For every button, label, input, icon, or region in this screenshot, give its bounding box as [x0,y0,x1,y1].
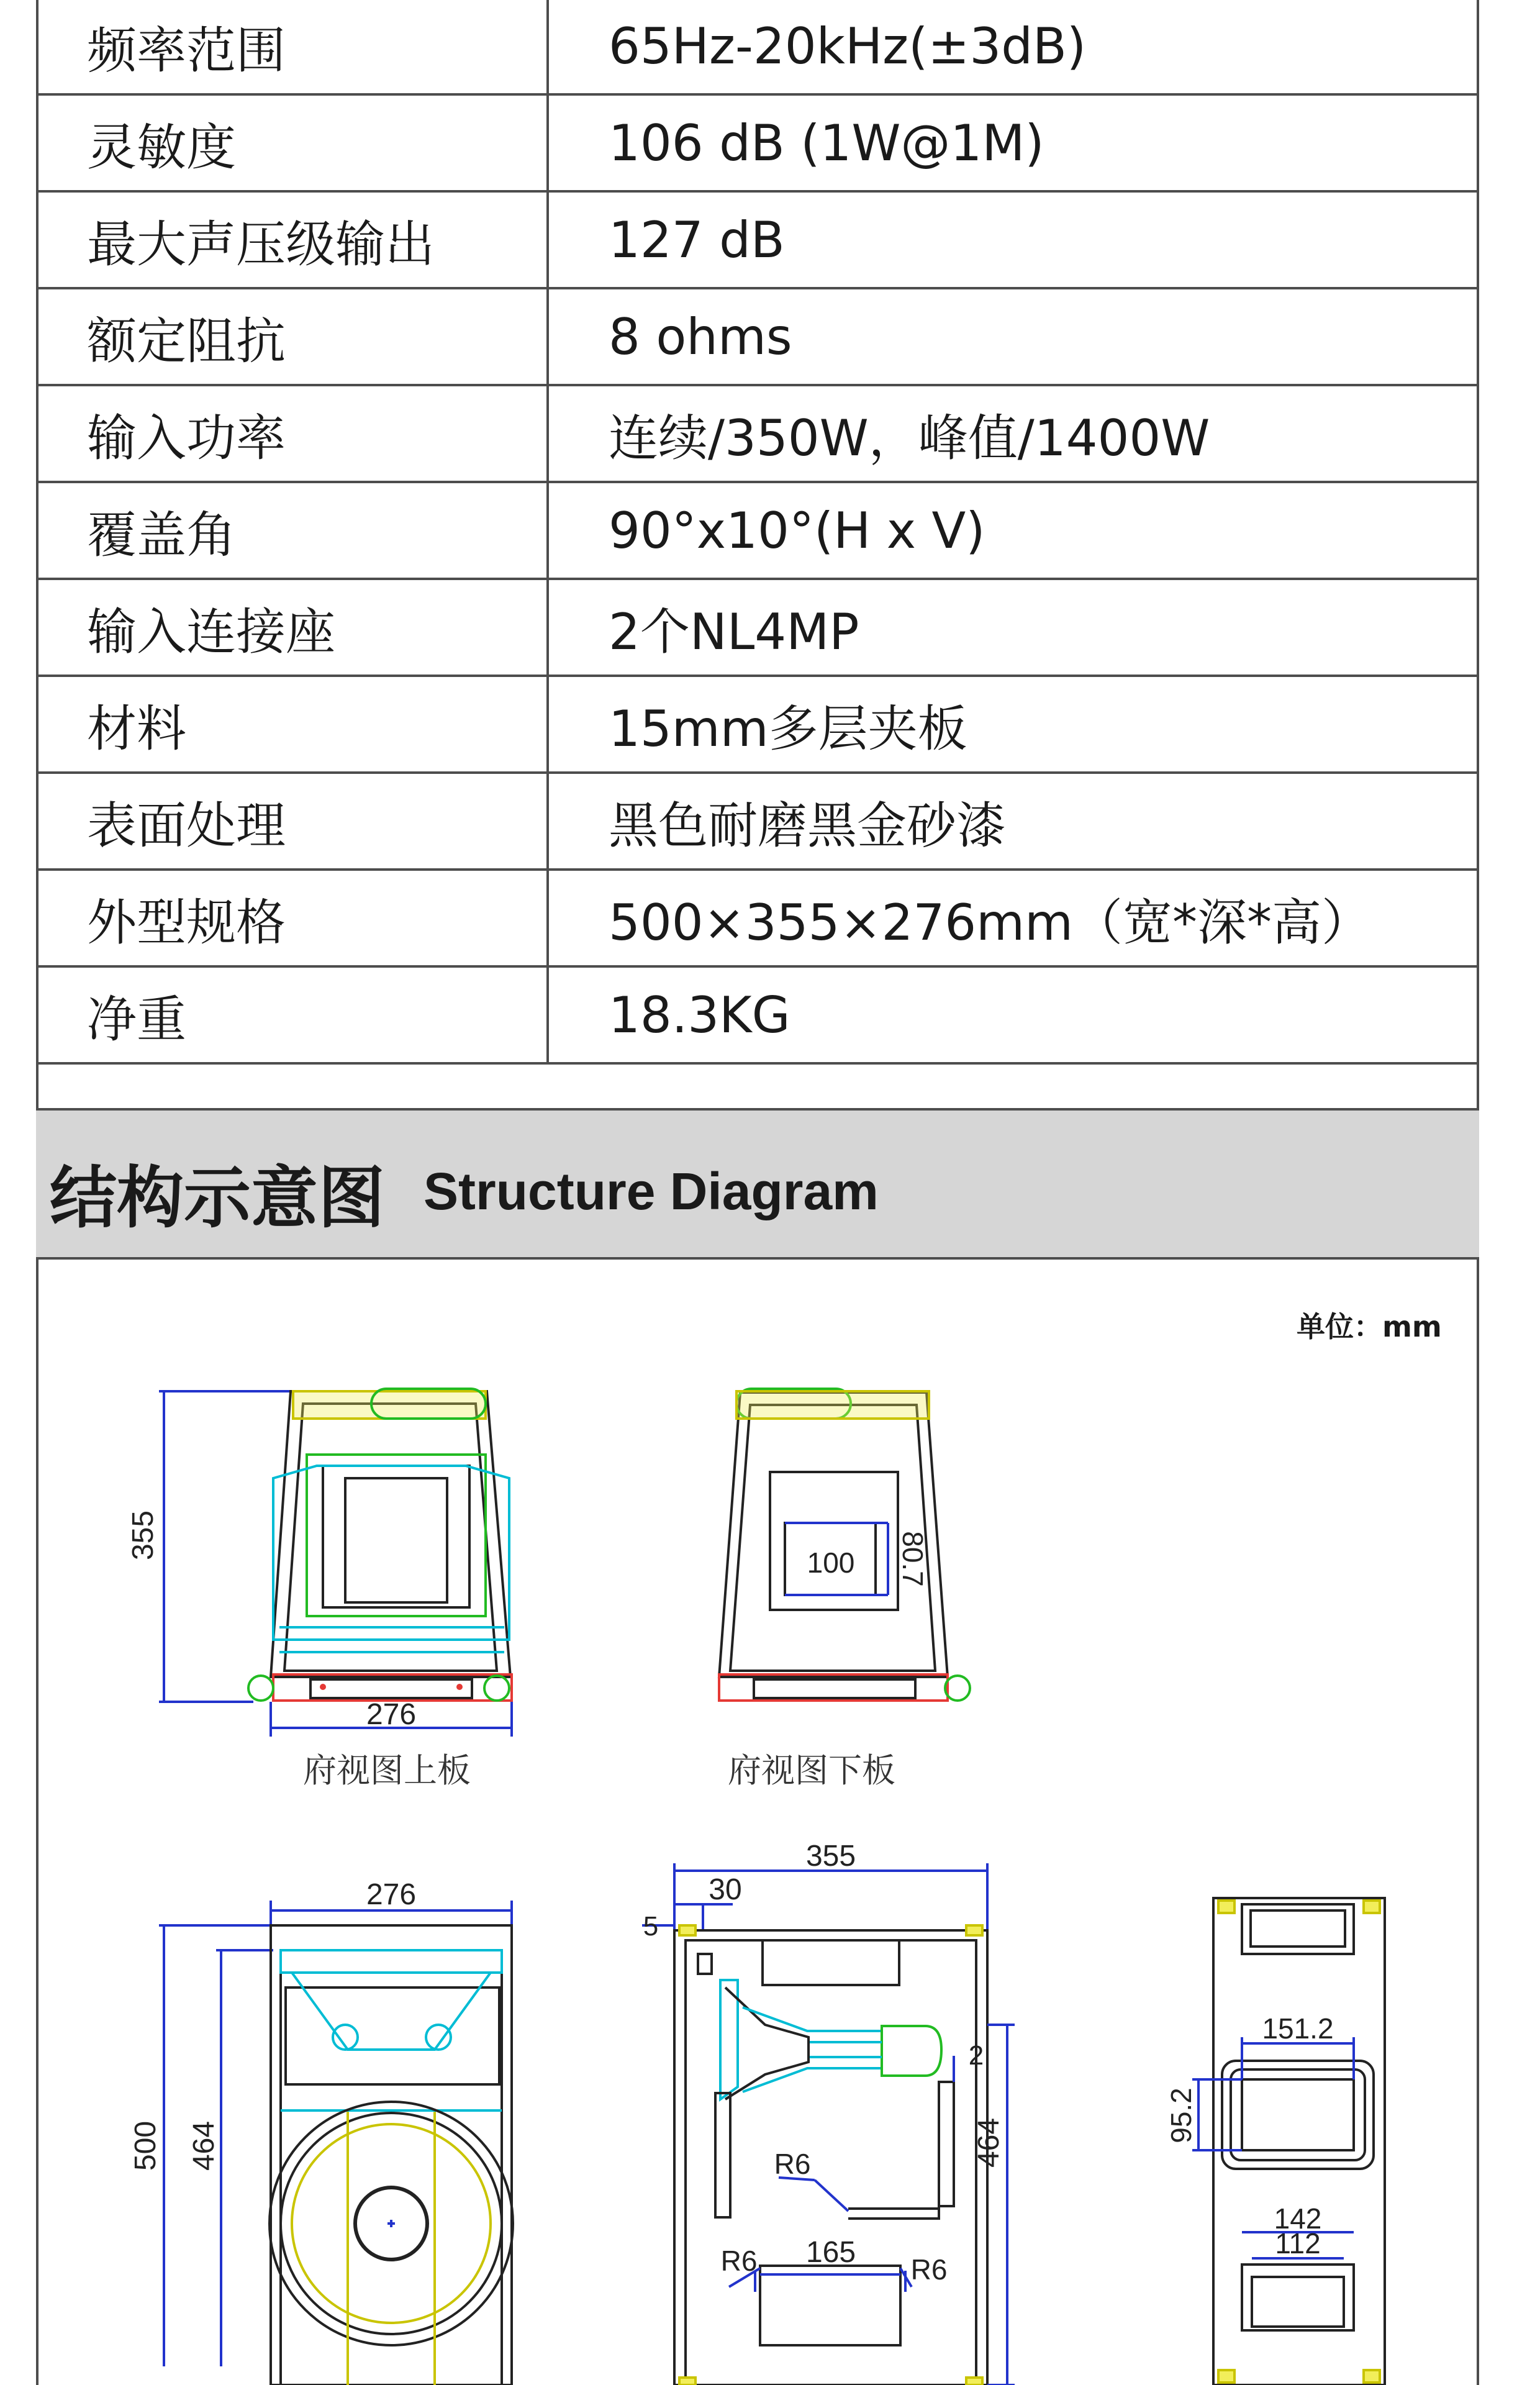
dim-rear-handle-outer: 142 [1274,2202,1322,2235]
spec-value: 连续/350W，峰值/1400W [548,385,1478,482]
dim-side-radius-2: R6 [720,2245,758,2277]
spec-label: 覆盖角 [37,482,548,579]
dim-top-plate-height: 355 [127,1510,160,1561]
spec-value: 黑色耐磨黑金砂漆 [548,773,1478,870]
spec-value: 18.3KG [548,966,1478,1063]
spec-label: 净重 [37,966,548,1063]
spec-value: 2个NL4MP [548,579,1478,676]
dim-front-width: 276 [366,1878,417,1911]
caption-bottom-plate: 府视图下板 [728,1751,895,1790]
dim-side-base-width: 165 [805,2236,856,2269]
top-plate-drawing [159,1389,512,1737]
spec-label: 外型规格 [37,870,548,966]
dim-front-height-inner: 464 [188,2120,220,2171]
spec-value: 106 dB (1W@1M) [548,94,1478,191]
caption-top-plate: 府视图上板 [303,1751,471,1790]
section-title-en: Structure Diagram [424,1162,879,1220]
spec-label: 输入功率 [37,385,548,482]
dim-side-depth: 355 [805,1840,856,1873]
dim-rear-handle-inner: 112 [1275,2227,1321,2260]
spec-value: 500×355×276mm（宽*深*高） [548,870,1478,966]
spec-value: 8 ohms [548,288,1478,385]
dim-rear-window-h: 95.2 [1165,2087,1197,2143]
dim-side-radius-3: R6 [910,2253,948,2286]
spec-label: 额定阻抗 [37,288,548,385]
dim-side-radius-1: R6 [774,2148,811,2180]
dim-bottom-window-h: 80.7 [897,1531,929,1587]
dim-top-plate-width: 276 [366,1698,417,1731]
dim-side-thickness: 2 [968,2040,984,2071]
dim-side-edge: 5 [643,1911,659,1942]
spec-value: 90°x10°(H x V) [548,482,1478,579]
spec-label: 灵敏度 [37,94,548,191]
spec-label: 输入连接座 [37,579,548,676]
spec-label: 表面处理 [37,773,548,870]
dim-bottom-window-w: 100 [807,1547,855,1579]
bottom-plate-drawing [719,1389,970,1701]
spec-label: 材料 [37,676,548,773]
dim-front-height-outer: 500 [129,2120,162,2171]
dim-rear-window-w: 151.2 [1262,2012,1334,2045]
spec-label: 最大声压级输出 [37,191,548,288]
spec-label: 频率范围 [37,0,548,94]
rear-view-drawing [1192,1898,1385,2385]
dim-side-offset: 30 [709,1873,742,1906]
spec-value: 127 dB [548,191,1478,288]
dim-side-height: 464 [972,2117,1005,2168]
side-view-drawing [642,1863,1015,2385]
unit-note: 单位：mm [1297,1310,1442,1343]
spec-value: 65Hz-20kHz(±3dB) [548,0,1478,94]
section-title-zh: 结构示意图 [50,1160,386,1237]
spec-value: 15mm多层夹板 [548,676,1478,773]
